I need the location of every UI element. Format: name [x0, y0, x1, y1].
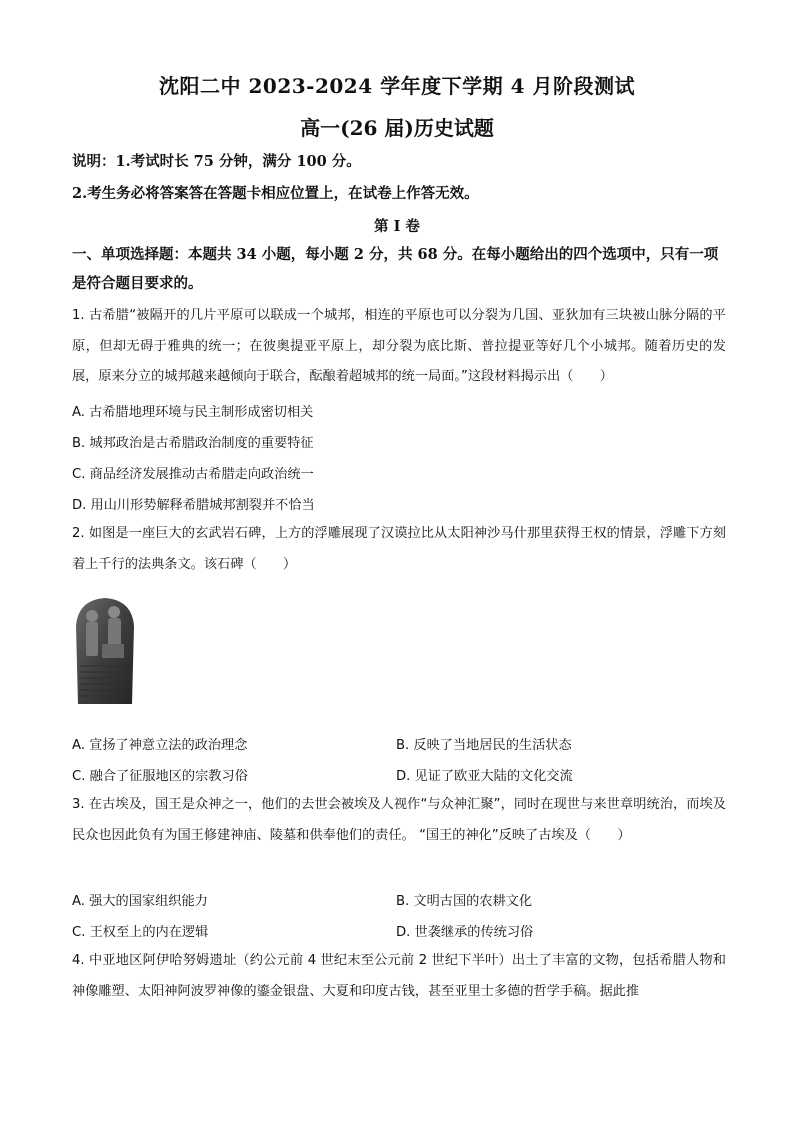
- question-3-option-a: A. 强大的国家组织能力: [72, 894, 208, 909]
- exam-subtitle: 高一(26 届)历史试题: [300, 116, 494, 140]
- question-1-option-c: C. 商品经济发展推动古希腊走向政治统一: [72, 467, 314, 482]
- question-3-option-c: C. 王权至上的内在逻辑: [72, 925, 209, 940]
- question-1-option-a: A. 古希腊地理环境与民主制形成密切相关: [72, 405, 314, 420]
- question-3-stem: 3. 在古埃及，国王是众神之一，他们的去世会被埃及人视作“与众神汇聚”，同时在现世与来世章明统治，而埃及民众也因此负有为国王修建神庙、陵墓和供奉他们的责任。 “国王的神化”反映了古埃及（ ）: [72, 797, 726, 843]
- question-2-option-c: C. 融合了征服地区的宗教习俗: [72, 769, 248, 784]
- instruction-line-1: 说明：1.考试时长 75 分钟，满分 100 分。: [72, 153, 361, 170]
- instruction-line-2: 2.考生务必将答案答在答题卡相应位置上，在试卷上作答无效。: [72, 185, 479, 202]
- question-2-option-d: D. 见证了欧亚大陆的文化交流: [396, 769, 573, 784]
- section-heading: 一、单项选择题：本题共 34 小题，每小题 2 分，共 68 分。在每小题给出的四个选项中，只有一项是符合题目要求的。: [72, 246, 719, 292]
- question-2-option-a: A. 宣扬了神意立法的政治理念: [72, 738, 248, 753]
- exam-title: 沈阳二中 2023-2024 学年度下学期 4 月阶段测试: [159, 74, 635, 98]
- question-1-stem: 1. 古希腊“被隔开的几片平原可以联成一个城邦，相连的平原也可以分裂为几国、亚狄加有三块被山脉分隔的平原，但却无碍于雅典的统一；在彼奥提亚平原上，却分裂为底比斯、普拉提亚等好几个小城邦。随着历史的发展，原来分立的城邦越来越倾向于联合，酝酿着超城邦的统一局面。”这段材料揭示出（ ）: [72, 308, 726, 384]
- question-2-stem: 2. 如图是一座巨大的玄武岩石碑，上方的浮雕展现了汉谟拉比从太阳神沙马什那里获得王权的情景，浮雕下方刻着上千行的法典条文。该石碑（ ）: [72, 526, 726, 572]
- question-1-option-b: B. 城邦政治是古希腊政治制度的重要特征: [72, 436, 314, 451]
- question-1-option-d: D. 用山川形势解释希腊城邦割裂并不恰当: [72, 498, 315, 513]
- question-2-option-b: B. 反映了当地居民的生活状态: [396, 738, 572, 753]
- volume-label: 第 I 卷: [374, 218, 420, 235]
- question-4-stem: 4. 中亚地区阿伊哈努姆遗址（约公元前 4 世纪末至公元前 2 世纪下半叶）出土了丰富的文物，包括希腊人物和神像雕塑、太阳神阿波罗神像的鎏金银盘、大夏和印度古钱，甚至亚里士多德的哲学手稿。据此推: [72, 953, 726, 999]
- stele-image: [72, 596, 138, 704]
- question-3-option-b: B. 文明古国的农耕文化: [396, 894, 533, 909]
- question-3-option-d: D. 世袭继承的传统习俗: [396, 925, 534, 940]
